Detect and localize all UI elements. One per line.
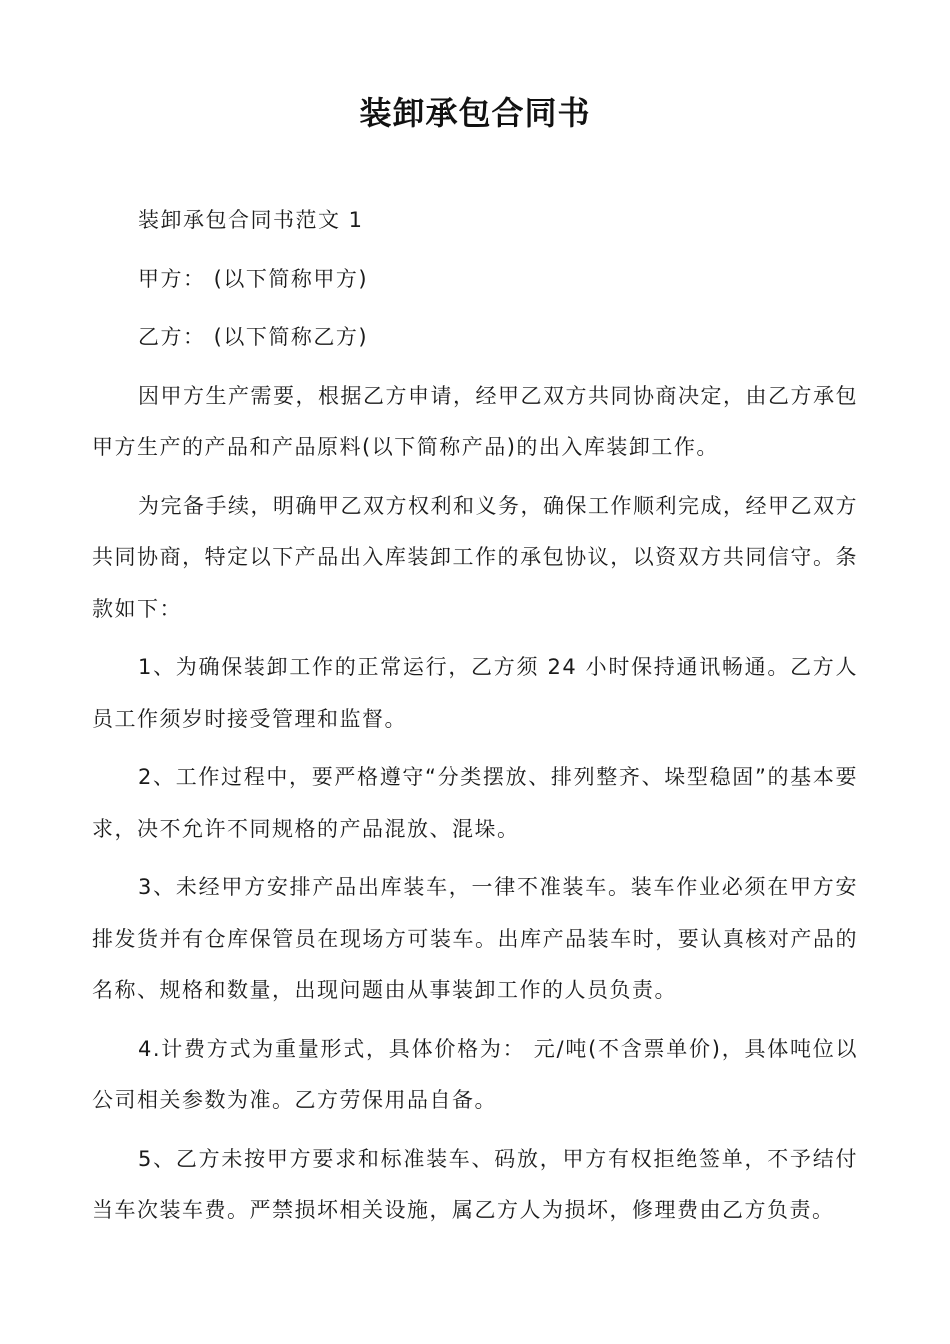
paragraph-sample-heading: 装卸承包合同书范文 1: [138, 208, 364, 232]
paragraph-purpose: 因甲方生产需要，根据乙方申请，经甲乙双方共同协商决定，由乙方承包甲方生产的产品和产品原料(以下简称产品)的出入库装卸工作。: [92, 383, 858, 459]
document-body: [92, 195, 858, 1244]
paragraph-clause-2: 2、工作过程中，要严格遵守“分类摆放、排列整齐、垛型稳固”的基本要求，决不允许不同规格的产品混放、混垛。: [92, 765, 858, 841]
paragraph-clause-5: 5、乙方未按甲方要求和标准装车、码放，甲方有权拒绝签单，不予结付当车次装车费。严禁损坏相关设施，属乙方人为损坏，修理费由乙方负责。: [92, 1146, 858, 1222]
paragraph-clause-1: 1、为确保装卸工作的正常运行，乙方须 24 小时保持通讯畅通。乙方人员工作须岁时接受管理和监督。: [92, 655, 858, 731]
paragraph-clause-3: 3、未经甲方安排产品出库装车，一律不准装车。装车作业必须在甲方安排发货并有仓库保管员在现场方可装车。出库产品装车时，要认真核对产品的名称、规格和数量，出现问题由从事装卸工作的人员负责。: [92, 875, 858, 1002]
paragraph-party-a: 甲方： (以下简称甲方): [138, 266, 369, 291]
paragraph-agreement-intro: 为完备手续，明确甲乙双方权利和义务，确保工作顺利完成，经甲乙双方共同协商，特定以下产品出入库装卸工作的承包协议，以资双方共同信守。条款如下：: [92, 493, 858, 621]
paragraph-clause-4: 4.计费方式为重量形式，具体价格为： 元/吨(不含票单价)，具体吨位以公司相关参数为准。乙方劳保用品自备。: [92, 1036, 858, 1112]
document-title: 装卸承包合同书: [359, 94, 591, 132]
paragraph-party-b: 乙方： (以下简称乙方): [138, 325, 369, 349]
